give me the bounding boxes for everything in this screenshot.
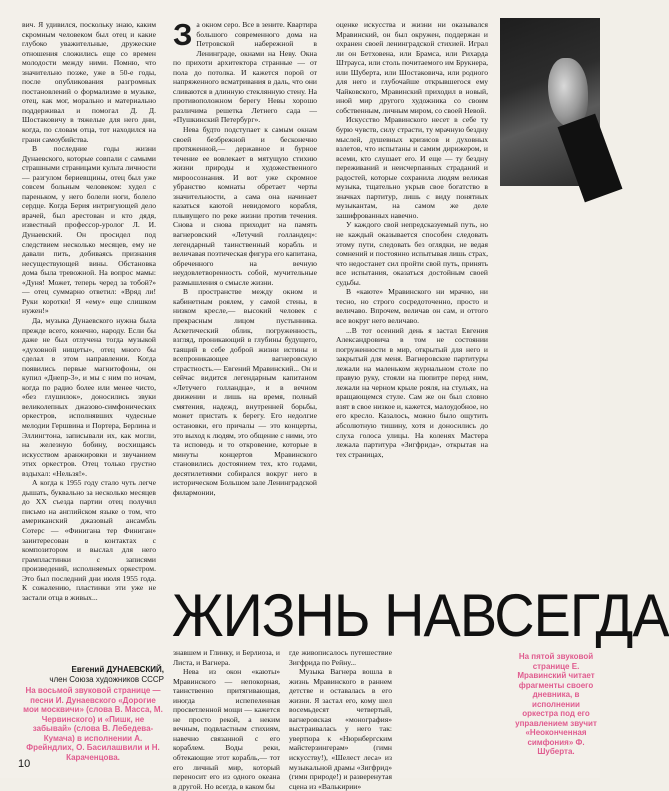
lower-column-1	[173, 648, 280, 791]
drop-cap: З	[173, 17, 193, 52]
paragraph: вич. Я удивился, поскольку знаю, каким скромным человеком был отец и какие глубоко уважительные, дружеские отношения сложились еще со времен молодости между ними. Помню, что значительно позже, уже в 50-е годы, после опубликования разгромных постановлений о формализме в музыке, отец, как мог, морально и материально поддерживал и помогал Д. Д. Шостаковичу в тяжелые для него дни, когда, по словам отца, тот находился на грани самоубийства.	[22, 20, 156, 144]
paragraph: Нева из окон «каюты» Мравинского — непокорная, таинственно притягивающая, иногда испепеленная просветленной мощи — кажется не просто рекой, а неким вечным, подвластным стихиям, навечно связанной с его кораблем. Воды реки, обтекающие этот корабль,— тот его личный мир, который переносит его из одного океана в другой. Но всегда, в каком бы	[173, 667, 280, 791]
paragraph: У каждого свой непредсказуемый путь, но не каждый оказывается способен следовать этому пути, следовать без оглядки, не ведая сомнений и постоянно испытывая лишь страх, что недостанет сил пройти свой путь, принять все испытания, оказаться достойным своей судьбы.	[336, 220, 488, 287]
sound-page-note-right: На пятой звуковой странице Е. Мравинский читает фрагменты своего дневника, в исполнении оркестра под его управлением звучит «Неоконченная симфония» Ф. Шуберта.	[515, 652, 597, 756]
paragraph: Искусство Мравинского несет в себе ту бурю чувств, силу страсти, ту мрачную бездну мыслей, душевных кризисов и духовных взлетов, что испытаны и самим дирижером, и всеми, кто слушает его. И еще — ту бездну переживаний и неисчерпанных страданий и радостей, которые сохранила людям великая музыка, тщательно укрыв свое богатство в значках партитур, лишь с виду понятных музыкантам, на самом же деле зашифрованных навечно.	[336, 115, 488, 220]
lower-column-2	[289, 648, 392, 791]
article-column-2	[173, 17, 317, 584]
paragraph: Нева будто подступает к самым окнам своей безбрежной и бесконечно протяженной,— державное и бурное течение ее вовлекает в мятущую стихию жизни природы и художественного мироосознания. И вот уже скромное убранство комнаты обретает черты значительности, а сама она начинает казаться каютой невидомого корабля, плывущего по реке жизни против течения. Снова и снова приходит на память вагнеровский «Летучий голландец»: легендарный таинственный корабль и величавая поэтическая фигура его капитана, обреченного на вечную неудовлетворенность собой, мучительные размышления о смысле жизни.	[173, 125, 317, 287]
paragraph: ...В тот осенний день я застал Евгения Александровича в том не состоянии погруженности в мир, открытый для него и закрытый для меня. Вагнеровские партитуры лежали на маленьком журнальном столе по правую руку, стояли на пюпитре перед ним, лежали на черном крыле рояля, на стульях, на вращающемся стуле. Сам же он был словно взят в свое низкое и, кажется, малоудобное, но его кресло. Казалось, можно было ощутить абсолютную тишину, хотя и доносились до слуха голоса улицы. На коленях Мастера лежала партитура «Зигфрида», открытая на тех страницах,	[336, 325, 488, 459]
author-signature	[32, 665, 164, 684]
paragraph: А когда к 1955 году стало чуть легче дышать, буквально за несколько месяцев до XX съезда партии отец получил письмо на английском языке о том, что американский джазовый ансамбль Сотерс — «Финигана тер Финиган» заинтересован в контактах с композитором и выслал для него грампластинки с записями произведений, исполняемых оркестром. Это был последний дни июля 1955 года. К сожалению, пластинки эти уже не застали отца в живых...	[22, 478, 156, 602]
sound-page-note-left: На восьмой звуковой странице — песни И. Дунаевского «Дорогие мои москвичи» (слова В. Масса, М. Червинского) и «Пишк, не забывай» (слова В. Лебедева-Кумача) в исполнении А. Фрейндлих, О. Басилашвили и Н. Караченцова.	[23, 686, 163, 762]
paragraph: знавшем и Глинку, и Берлиоза, и Листа, и Вагнера.	[173, 648, 280, 667]
paragraph: В пространстве между окном и кабинетным роялем, у самой стены, в низком кресле,— высокий человек с прекрасным лицом пустынника. Аскетический облик, погруженность, взгляд, проникающий в глубины будущего, таящий в себе доброй жизни истины и всепроникающее вагнеровскую страстность.— Евгений Мравинский... Он и сейчас видится легендарным капитаном «Летучего голландца», и в вечном движении и лишь на время, полный смятения, надежд, внутренней борьбы, может пристать к берегу. Его недолгие остановки, его причалы — это концерты, это выход к людям, это общение с ними, это та исповедь и то откровение, которые в минуты концертов Мравинского становились достоянием тех, кто годами, десятилетиями собирался вокруг него в историческом Большом зале Ленинградской филармонии,	[173, 287, 317, 497]
paragraph: оценке искусства и жизни ни оказывался Мравинский, он был окружен, поддержан и охранен своей ленинградской стихией. Играл ли он Бетховена, или Брамса, или Рихарда Штрауса, или столь почитаемого им Брукнера, или Шуберта, или Шостаковича, или родного для него и глубочайше открывшегося ему Чайковского, Мравинский приходил в новый, иной мир другого художника со своим собственным, личным миром, со своей Невой.	[336, 20, 488, 115]
paragraph: В последние годы жизни Дунаевского, которые совпали с самыми страшными страницами культа личности — разгулом бериевщины, отец был уже совсем больным человеком: худел с пареньком, у него болели ноги, болело сердце. Когда Берия интригующей дело врачей, был арестован и кто дядя, известный профессор-уролог Л. И. Дунаевский. Он просидел под следствием несколько месяцев, ему не давали пить, добиваясь признания несуществующей вины. Обстановка дома была тревожной. На вопрос мамы: «Дуня! Может, теперь черед за тобой?» — отец суммарно ответил: «Вряд ли! Руки коротки! Я «ему» еще слишком нужен!»	[22, 144, 156, 316]
author-name: Евгений ДУНАЕВСКИЙ,	[71, 665, 164, 674]
paragraph: а окном серо. Все в зените. Квартира большого современного дома на Петровской набережной в Ленинграде, окнами на Неву. Окна по прихоти архитектора странные — от пола до потолка. И кажется порой от напряженного всматривания в даль, что они сливаются в длинную стеклянную стену. На противоположном берегу Невы хорошо различима решетка Летнего сада — «Пушкинский Петербург».	[173, 20, 317, 125]
conductor-photo	[500, 18, 600, 186]
page-number: 10	[18, 758, 31, 770]
photo-sleeve	[558, 114, 623, 203]
paragraph: В «каюте» Мравинского ни мрачно, ни тесно, но строго сосредоточенно, просто и величаво. Впрочем, величав он сам, и оттого все вокруг него величаво.	[336, 287, 488, 325]
paragraph: Музыка Вагнера вошла в жизнь Мравинского в раннем детстве и оставалась в его жизни. Я застал его, кому шел восемьдесят четвертый, вагнеровская «монография» выстраивалась у него так: увертюра к «Нюрнбергским майстерзингерам» (гимн искусству!), «Шелест леса» из музыкальной драмы «Зигфрид» (гимн природе!) и разверенутая сцена из «Валькирии»	[289, 667, 392, 791]
article-column-3	[336, 20, 488, 580]
author-role: член Союза художников СССР	[49, 674, 164, 684]
headline: ЖИЗНЬ НАВСЕГДА	[172, 582, 669, 649]
paragraph: Да, музыка Дунаевского нужна была прежде всего, конечно, народу. Если бы даже не был отлучена тогда музыкой «духовной нищеты», отец много бы сделал в этом направлении. Когда появились первые магнитофоны, он купил «Днепр-3», и мы с ним по ночам, когда по радио более или менее чисто, «без глушилок», доносились звуки великолепных джазово-симфонических оркестров, исполнявших чудесные мелодии Гершвина и Портера, Берлина и Эллингтона, записывали их, как могли, на железную бобину, восхищаясь искусством аранжировки и звучанием этих оркестров. Отец только грустно вздыхал: «Нельзя!».	[22, 315, 156, 478]
article-column-1	[22, 20, 156, 663]
paragraph: где живописалось путешествие Зигфрида по Рейну...	[289, 648, 392, 667]
